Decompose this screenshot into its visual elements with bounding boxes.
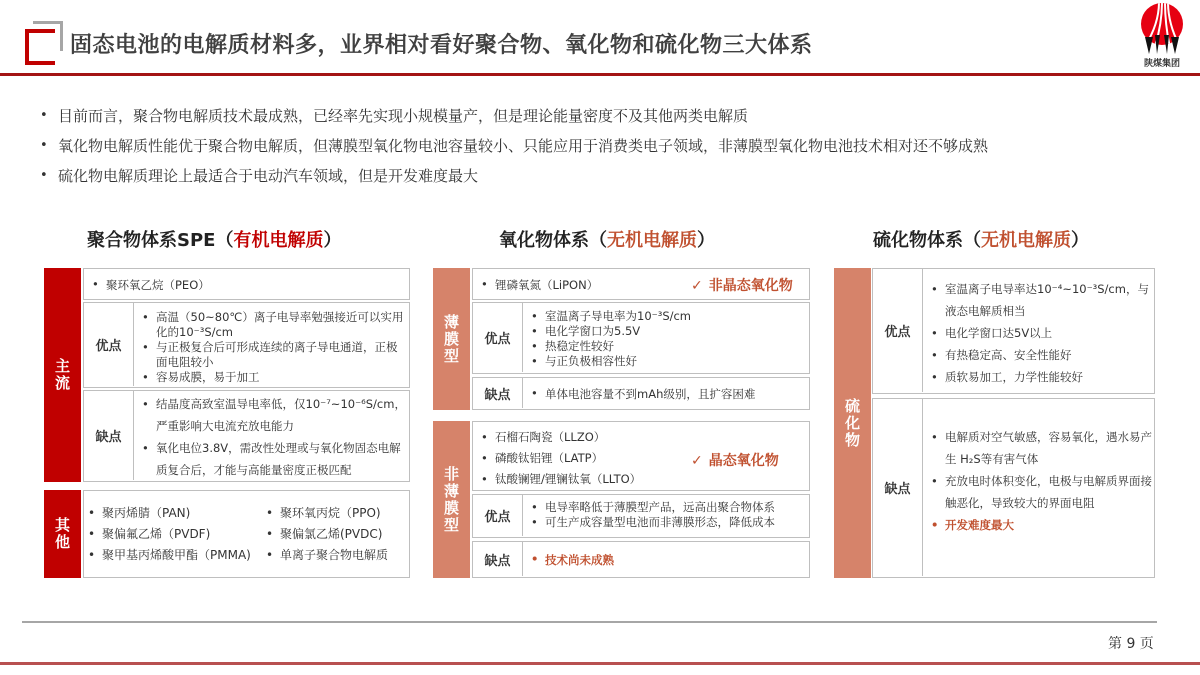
- cons-item: • 单体电池容量不到mAh级别，且扩容困难: [527, 386, 807, 402]
- oxide-non-thin-material: • 磷酸钛铝锂（LATP）: [477, 448, 641, 469]
- cons-label: 缺点: [84, 391, 134, 480]
- oxide-thin-material-row: [472, 268, 810, 300]
- bracket-red: [25, 29, 55, 65]
- sulfide-cons-row: [872, 398, 1155, 578]
- pros-item: • 热稳定性较好: [527, 339, 807, 354]
- bottom-bar: [0, 662, 1200, 665]
- sulfide-pros-row: [872, 268, 1155, 394]
- polymer-title: 聚合物体系SPE（有机电解质）: [87, 230, 342, 251]
- sulfide-title: 硫化物体系（无机电解质）: [873, 230, 1089, 251]
- pros-item: • 室温离子电导率达10⁻⁴~10⁻³S/cm，与液态电解质相当: [927, 278, 1152, 322]
- cons-item: • 电解质对空气敏感，容易氧化，遇水易产生 H₂S等有害气体: [927, 426, 1152, 470]
- pros-item: • 质软易加工，力学性能较好: [927, 366, 1152, 388]
- polymer-mainstream-label: 主流: [44, 268, 81, 482]
- oxide-thin-film-label: 薄膜型: [433, 268, 470, 410]
- other-material: • 单离子聚合物电解质: [264, 545, 388, 566]
- pros-item: • 可生产成容量型电池而非薄膜形态，降低成本: [527, 515, 809, 530]
- other-material: • 聚丙烯腈（PAN): [86, 503, 251, 524]
- pros-item: • 室温离子导电率为10⁻³S/cm: [527, 309, 807, 324]
- pros-item: • 与正极复合后可形成连续的离子导电通道，正极面电阻较小: [138, 340, 406, 370]
- oxide-non-thin-materials-row: [472, 421, 810, 491]
- polymer-others-label: 其他: [44, 490, 81, 578]
- oxide-non-thin-material: • 钛酸镧锂/锂镧钛氧（LLTO）: [477, 469, 641, 490]
- summary-bullets: [38, 104, 988, 194]
- pros-item: • 电化学窗口达5V以上: [927, 322, 1152, 344]
- crystalline-tag: ✓ 晶态氧化物: [691, 453, 779, 469]
- summary-bullet: • 目前而言，聚合物电解质技术最成熟，已经率先实现小规模量产，但是理论能量密度不及其他两类电解质: [38, 104, 988, 134]
- cons-item: • 结晶度高致室温导电率低，仅10⁻⁷~10⁻⁶S/cm，严重影响大电流充放电能力: [138, 393, 406, 437]
- oxide-thin-pros-row: [472, 302, 810, 374]
- other-material: • 聚环氧丙烷（PPO): [264, 503, 388, 524]
- polymer-material-row: [83, 268, 410, 300]
- cons-item: • 技术尚未成熟: [527, 552, 807, 568]
- other-material: • 聚甲基丙烯酸甲酯（PMMA): [86, 545, 251, 566]
- pros-label: 优点: [84, 303, 134, 386]
- oxide-non-thin-pros-row: [472, 494, 810, 538]
- sulfide-label: 硫化物: [834, 268, 871, 578]
- cons-label: 缺点: [473, 378, 523, 408]
- summary-bullet: • 硫化物电解质理论上最适合于电动汽车领域，但是开发难度最大: [38, 164, 988, 194]
- logo-text: 陕煤集团: [1143, 59, 1180, 69]
- check-icon: ✓: [691, 453, 703, 469]
- pros-item: • 有热稳定高、安全性能好: [927, 344, 1152, 366]
- pros-item: • 高温（50~80℃）离子电导率勉强接近可以实用化的10⁻³S/cm: [138, 310, 406, 340]
- cons-label: 缺点: [873, 399, 923, 576]
- pros-item: • 电化学窗口为5.5V: [527, 324, 807, 339]
- polymer-cons-row: [83, 390, 410, 482]
- cons-item: • 氧化电位3.8V，需改性处理或与氧化物固态电解质复合后，才能与高能量密度正极匹配: [138, 437, 406, 481]
- cons-item-highlight: • 开发难度最大: [927, 514, 1152, 536]
- cons-item: • 充放电时体积变化，电极与电解质界面接触恶化，导致较大的界面电阻: [927, 470, 1152, 514]
- amorphous-tag: ✓ 非晶态氧化物: [691, 278, 793, 294]
- pros-item: • 电导率略低于薄膜型产品，远高出聚合物体系: [527, 500, 809, 515]
- polymer-pros-row: [83, 302, 410, 388]
- cons-label: 缺点: [473, 542, 523, 576]
- oxide-thin-cons-row: [472, 377, 810, 410]
- polymer-material: • 聚环氧乙烷（PEO）: [88, 277, 210, 293]
- pros-label: 优点: [473, 303, 523, 372]
- header-divider: [0, 73, 1200, 76]
- pros-item: • 与正负极相容性好: [527, 354, 807, 369]
- oxide-title: 氧化物体系（无机电解质）: [499, 230, 715, 251]
- polymer-others-box: [83, 490, 410, 578]
- check-icon: ✓: [691, 278, 703, 294]
- oxide-non-thin-cons-row: [472, 541, 810, 578]
- pros-label: 优点: [873, 269, 923, 392]
- oxide-thin-material: • 锂磷氧氮（LiPON）: [477, 277, 598, 293]
- pros-item: • 容易成膜，易于加工: [138, 370, 406, 385]
- oxide-non-thin-material: • 石榴石陶瓷（LLZO）: [477, 427, 641, 448]
- page-number: 第 9 页: [1108, 636, 1154, 652]
- oxide-non-thin-film-label: 非薄膜型: [433, 421, 470, 578]
- pros-label: 优点: [473, 495, 523, 536]
- footer-divider: [22, 621, 1157, 623]
- title-bracket-icon: [25, 21, 65, 66]
- page-title: 固态电池的电解质材料多，业界相对看好聚合物、氧化物和硫化物三大体系: [70, 33, 813, 58]
- summary-bullet: • 氧化物电解质性能优于聚合物电解质，但薄膜型氧化物电池容量较小、只能应用于消费类电子领域，非薄膜型氧化物电池技术相对还不够成熟: [38, 134, 988, 164]
- other-material: • 聚偏氟乙烯（PVDF): [86, 524, 251, 545]
- other-material: • 聚偏氯乙烯(PVDC): [264, 524, 388, 545]
